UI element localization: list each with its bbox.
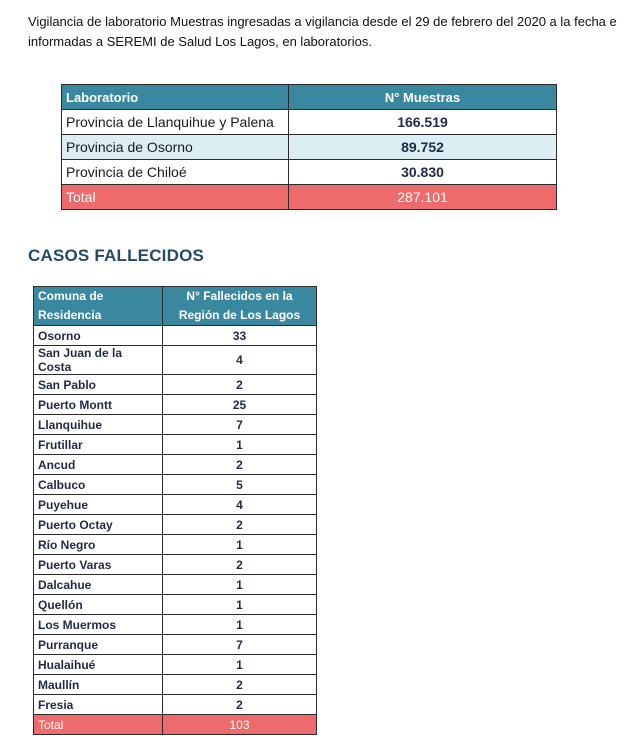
lab-row-name: Provincia de Llanquihue y Palena	[62, 110, 289, 135]
table-row	[34, 675, 317, 695]
section-title-casos-fallecidos: CASOS FALLECIDOS	[28, 246, 205, 265]
comuna-cell: Calbuco	[34, 475, 163, 495]
lab-row-value: 166.519	[289, 110, 557, 135]
table-row	[34, 495, 317, 515]
deaths-header-comuna: Comuna de Residencia	[34, 287, 163, 326]
fallecidos-cell: 7	[163, 635, 317, 655]
deaths-total-label: Total	[34, 715, 163, 735]
fallecidos-cell: 1	[163, 595, 317, 615]
table-row	[34, 635, 317, 655]
table-row	[34, 575, 317, 595]
fallecidos-cell: 1	[163, 655, 317, 675]
table-row	[34, 346, 317, 375]
fallecidos-cell: 2	[163, 675, 317, 695]
table-row	[34, 375, 317, 395]
fallecidos-cell: 2	[163, 455, 317, 475]
table-row	[62, 160, 557, 185]
deaths-total-value: 103	[163, 715, 317, 735]
table-row	[34, 695, 317, 715]
lab-total-label: Total	[62, 185, 289, 210]
comuna-cell: Purranque	[34, 635, 163, 655]
table-row	[62, 135, 557, 160]
comuna-cell: Maullín	[34, 675, 163, 695]
lab-samples-table	[61, 84, 557, 210]
comuna-cell: Puyehue	[34, 495, 163, 515]
fallecidos-cell: 1	[163, 435, 317, 455]
fallecidos-cell: 4	[163, 495, 317, 515]
deaths-header-fallecidos: N° Fallecidos en la Región de Los Lagos	[163, 287, 317, 326]
lab-header-laboratorio: Laboratorio	[62, 85, 289, 110]
lab-header-muestras: N° Muestras	[289, 85, 557, 110]
lab-row-name: Provincia de Chiloé	[62, 160, 289, 185]
comuna-cell: Osorno	[34, 326, 163, 346]
fallecidos-cell: 2	[163, 375, 317, 395]
fallecidos-cell: 4	[163, 346, 317, 375]
fallecidos-cell: 5	[163, 475, 317, 495]
comuna-cell: Frutillar	[34, 435, 163, 455]
lab-row-value: 89.752	[289, 135, 557, 160]
comuna-cell: Dalcahue	[34, 575, 163, 595]
lab-table-header-row	[62, 85, 557, 110]
table-row	[34, 435, 317, 455]
comuna-cell: Llanquihue	[34, 415, 163, 435]
table-row	[34, 555, 317, 575]
comuna-cell: San Pablo	[34, 375, 163, 395]
table-row	[34, 615, 317, 635]
fallecidos-cell: 1	[163, 535, 317, 555]
fallecidos-cell: 25	[163, 395, 317, 415]
fallecidos-cell: 2	[163, 515, 317, 535]
table-row	[62, 110, 557, 135]
lab-total-row	[62, 185, 557, 210]
fallecidos-cell: 2	[163, 695, 317, 715]
table-row	[34, 415, 317, 435]
comuna-cell: Quellón	[34, 595, 163, 615]
table-row	[34, 326, 317, 346]
deaths-table-header-row	[34, 287, 317, 326]
fallecidos-cell: 33	[163, 326, 317, 346]
comuna-cell: Ancud	[34, 455, 163, 475]
deaths-total-row	[34, 715, 317, 735]
fallecidos-cell: 2	[163, 555, 317, 575]
comuna-cell: Fresia	[34, 695, 163, 715]
comuna-cell: Los Muermos	[34, 615, 163, 635]
comuna-cell: Puerto Octay	[34, 515, 163, 535]
comuna-cell: Puerto Varas	[34, 555, 163, 575]
lab-row-value: 30.830	[289, 160, 557, 185]
table-row	[34, 395, 317, 415]
deaths-table	[33, 286, 317, 735]
fallecidos-cell: 7	[163, 415, 317, 435]
table-row	[34, 475, 317, 495]
table-row	[34, 535, 317, 555]
comuna-cell: San Juan de la Costa	[34, 346, 163, 375]
intro-paragraph: Vigilancia de laboratorio Muestras ingresadas a vigilancia desde el 29 de febrero del 2020 a la fecha e informadas a SEREMI de Salud Los Lagos, en laboratorios.	[28, 14, 617, 49]
comuna-cell: Hualaihué	[34, 655, 163, 675]
table-row	[34, 515, 317, 535]
comuna-cell: Río Negro	[34, 535, 163, 555]
table-row	[34, 595, 317, 615]
lab-total-value: 287.101	[289, 185, 557, 210]
comuna-cell: Puerto Montt	[34, 395, 163, 415]
table-row	[34, 655, 317, 675]
table-row	[34, 455, 317, 475]
fallecidos-cell: 1	[163, 615, 317, 635]
lab-row-name: Provincia de Osorno	[62, 135, 289, 160]
fallecidos-cell: 1	[163, 575, 317, 595]
